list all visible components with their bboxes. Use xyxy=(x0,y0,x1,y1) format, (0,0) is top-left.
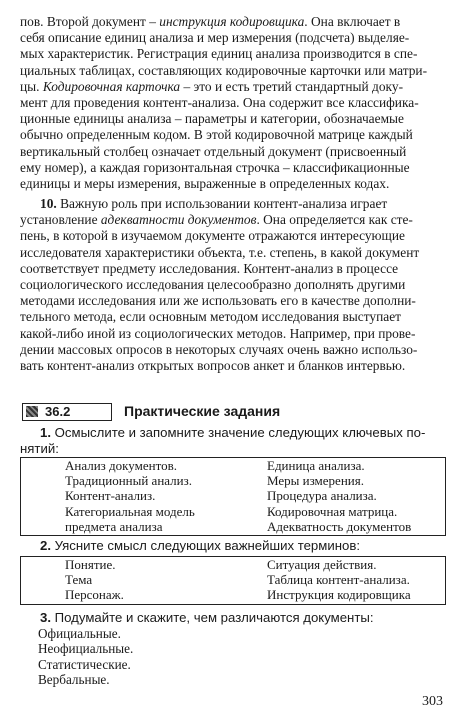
term-left: Понятие. xyxy=(65,557,116,572)
text-line: дении массовых опросов в некоторых случаях очень важно использо- xyxy=(20,341,418,357)
text-line: тельного метода, если основным методом исследования выступает xyxy=(20,309,402,325)
text-line: методами исследования или же использовать его в качестве дополни- xyxy=(20,293,416,309)
term-right: Ситуация действия. xyxy=(267,557,377,572)
text-line: установление адекватности документов. Она определяется как сте- xyxy=(20,212,413,228)
section-marker-icon xyxy=(26,406,38,417)
text-line: обычно определенным кодом. В этой кодировочной матрице каждый xyxy=(20,127,413,143)
text-line: вертикальный столбец означает отдельный документ (присвоенный xyxy=(20,143,407,159)
task-number: 2. xyxy=(40,538,51,553)
concept-row xyxy=(21,488,445,503)
concept-right: Единица анализа. xyxy=(267,458,365,473)
task-number: 1. xyxy=(40,425,51,440)
term-row xyxy=(21,557,445,572)
term-row xyxy=(21,572,445,587)
term-row xyxy=(21,587,445,602)
italic-term: Кодировочная карточка xyxy=(42,78,181,94)
concept-right: Адекватность документов xyxy=(267,518,412,534)
document-type-item: Официальные. xyxy=(38,625,121,641)
concept-right: Кодировочная матрица. xyxy=(267,503,398,519)
concept-left: предмета анализа xyxy=(65,518,163,534)
paragraph-document-adequacy xyxy=(20,196,450,374)
concept-row xyxy=(21,519,445,534)
document-type-item: Вербальные. xyxy=(38,672,110,687)
text-line: ему номер), а каждая горизонтальная строчка – классификационные xyxy=(20,159,410,175)
text-line: пень, в которой в изучаемом документе отражаются интересующие xyxy=(20,228,405,244)
section-heading xyxy=(22,403,432,421)
concept-row xyxy=(21,473,445,488)
text-line: 10. Важную роль при использовании контент-анализа играет xyxy=(40,196,388,211)
text-line: какой-либо иной из социологических методов. Например, при прове- xyxy=(20,325,416,341)
text-line: мых характеристик. Регистрация единиц анализа производится в спе- xyxy=(20,46,418,62)
concept-row xyxy=(21,504,445,519)
task-1-prompt xyxy=(20,425,450,456)
text-line: 3. Подумайте и скажите, чем различаются документы: xyxy=(40,610,374,625)
text-line: соответствует предмету исследования. Контент-анализ в процессе xyxy=(20,260,399,276)
section-number: 36.2 xyxy=(45,404,71,419)
term-right: Таблица контент-анализа. xyxy=(267,572,410,588)
page-number: 303 xyxy=(422,694,443,709)
key-concepts-box xyxy=(20,457,446,536)
section-number-box xyxy=(22,403,112,421)
text-line: мент для проведения контент-анализа. Она содержит все классифика- xyxy=(20,95,419,111)
concept-left: Анализ документов. xyxy=(65,458,177,473)
term-right: Инструкция кодировщика xyxy=(267,587,411,603)
text-line: вать контент-анализ открытых вопросов анкет и бланков интервью. xyxy=(20,358,406,374)
text-line: пов. Второй документ – инструкция кодировщика. Она включает в xyxy=(20,14,401,29)
concept-left: Контент-анализ. xyxy=(65,488,156,504)
text-line: 2. Уясните смысл следующих важнейших терминов: xyxy=(40,538,360,553)
document-type-item: Статистические. xyxy=(38,656,131,672)
task-3-prompt xyxy=(20,610,450,688)
text-line: себя описание единиц анализа и мер измерения (подсчета) выделяе- xyxy=(20,30,410,46)
section-title: Практические задания xyxy=(124,403,281,419)
text-line: социологического исследования целесообразно дополнять другими xyxy=(20,277,406,293)
italic-term: адекватности документов xyxy=(100,212,257,228)
task-number: 3. xyxy=(40,610,51,625)
text-line: единицы и меры измерения, выраженные в определенных кодах. xyxy=(20,176,390,192)
concept-right: Процедура анализа. xyxy=(267,488,377,504)
text-line: циальных таблицах, составляющих кодировочные карточки или матри- xyxy=(20,62,428,78)
task-2-prompt xyxy=(20,538,450,554)
concept-left: Традиционный анализ. xyxy=(65,473,192,489)
text-line: 1. Осмыслите и запомните значение следующих ключевых по- xyxy=(40,425,426,440)
concept-row xyxy=(21,458,445,473)
italic-term: инструкция кодировщика xyxy=(159,14,305,29)
term-left: Тема xyxy=(65,572,93,588)
text-line: нятий: xyxy=(20,440,59,456)
paragraph-number: 10. xyxy=(40,196,57,211)
term-left: Персонаж. xyxy=(65,587,124,603)
paragraph-instruction-and-coding-card xyxy=(20,14,450,192)
text-line: ционные единицы анализа – параметры и категории, обозначаемые xyxy=(20,111,404,127)
key-terms-box xyxy=(20,556,446,605)
concept-right: Меры измерения. xyxy=(267,473,364,489)
concept-left: Категориальная модель xyxy=(65,503,195,519)
text-line: цы. Кодировочная карточка – это и есть третий стандартный доку- xyxy=(20,78,404,94)
document-type-item: Неофициальные. xyxy=(38,641,134,656)
text-line: исследователя характеристики объекта, т.е. степень, в какой документ xyxy=(20,244,420,260)
